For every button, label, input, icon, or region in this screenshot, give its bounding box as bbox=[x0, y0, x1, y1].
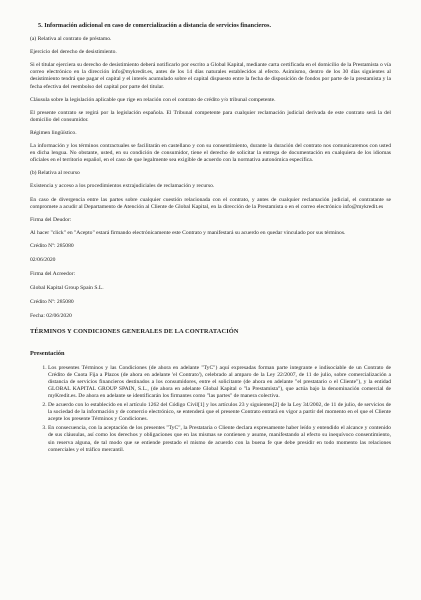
terms-item: 3. En consecuencia, con la aceptación de los presentes "TyC", la Prestataria o Cliente declara expresamente haber leído y entendido el alcance y contenido de sus cláusulas, así como los derechos y obligaciones que en las mismas se contienen y asume, manifestando al efecto su inequívoco consentimiento, sin reserva alguna, de tal modo que se entiende prestado el mismo de acuerdo con la buena fe que debe presidir en todo momento las relaciones comerciales y el tráfico mercantil. bbox=[48, 425, 391, 453]
terms-item: 1. Los presentes Términos y las Condiciones (de ahora en adelante "TyC") aquí expresadas forman parte integrante e indisociable de un Contrato de Crédito de Cuota Fija a Plazos (de ahora en adelante 'el Contrato'), celebrado al amparo de la Ley 22/2007, de 11 de julio, sobre comercialización a distancia de servicios financieros destinados a los consumidores, entre el solicitante (de ahora en adelante "el prestatario o el Cliente"), y la entidad GLOBAL KAPITAL GROUP SPAIN, S.L., (de ahora en adelante Global Kapital o "la Prestamista"), que actúa bajo la denominación comercial de myKredit.es. De ahora en adelante se identificarán los firmantes como "las partes" de manera colectiva. bbox=[48, 365, 391, 400]
withdrawal-paragraph: Si el titular ejerciera su derecho de desistimiento deberá notificarlo por escrito a Global Kapital, mediante carta certificada en el domicilio de la Prestamista o vía correo electrónico en la dirección info@mykredit.es, antes de los 14 días naturales establecidos al efecto. Asimismo, dentro de los 30 días siguientes al desistimiento tendrá que pagar el capital y el interés acumulado sobre el capital dispuesto entre la fecha de disposición de fondos por parte de la prestamista y la fecha efectiva del reembolso del capital por parte del titular. bbox=[30, 62, 391, 90]
creditor-company: Global Kapital Group Spain S.L. bbox=[30, 285, 104, 292]
language-paragraph: La información y los términos contractuales se facilitarán en castellano y con su consentimiento, durante la duración del contrato nos comunicaremos con usted en dicha lengua. No obstante, usted, en su condición de consumidor, tiene el derecho de solicitar la entrega de documentación en cualquiera de los idiomas oficiales en el territorio español, en el caso de que legalmente sea exigible de acuerdo con la normativa autonómica específica. bbox=[30, 143, 391, 164]
law-paragraph: El presente contrato se regirá por la legislación española. El Tribunal competente para cualquier reclamación judicial derivada de este contrato será la del domicilio del consumidor. bbox=[30, 109, 391, 123]
credit-date: 02/06/2020 bbox=[30, 256, 56, 263]
click-accept-paragraph: Al hacer "click" en "Acepto" estará firmando electrónicamente este Contrato y manifestará su acuerdo en quedar vinculado por sus términos. bbox=[30, 229, 346, 236]
terms-item: 2. De acuerdo con lo establecido en el artículo 1262 del Código Civil[1] y los artículos 23 y siguientes[2] de la Ley 34/2002, de 11 de julio, de servicios de la sociedad de la información y de comercio electrónico, se entenderá que el presente Contrato entrará en vigor a partir del momento en el que el Cliente acepte los presente Términos y Condiciones. bbox=[48, 402, 391, 423]
credit-date-2: Fecha: 02/06/2020 bbox=[30, 313, 72, 320]
credit-number: Crédito Nº: 285080 bbox=[30, 242, 74, 249]
complaints-title: Existencia y acceso a los procedimientos extrajudiciales de reclamación y recurso. bbox=[30, 183, 215, 190]
subsection-a-label: (a) Relativa al contrato de préstamo. bbox=[30, 36, 112, 43]
subsection-b-label: (b) Relativa al recurso bbox=[30, 170, 80, 177]
language-title: Régimen lingüístico. bbox=[30, 129, 77, 136]
law-clause-title: Cláusula sobre la legislación aplicable que rige en relación con el contrato de crédito y/o tribunal competente. bbox=[30, 96, 276, 103]
withdrawal-title: Ejercicio del derecho de desistimiento. bbox=[30, 49, 117, 56]
terms-list bbox=[30, 365, 391, 454]
creditor-signature-label: Firma del Acreedor: bbox=[30, 271, 76, 278]
section-5-heading: 5. Información adicional en caso de comercialización a distancia de servicios financieros. bbox=[38, 22, 271, 29]
terms-heading: TÉRMINOS Y CONDICIONES GENERALES DE LA CONTRATACIÓN bbox=[30, 328, 239, 336]
presentation-heading: Presentación bbox=[30, 349, 65, 357]
debtor-signature-label: Firma del Deudor: bbox=[30, 216, 72, 223]
credit-number-2: Crédito Nº: 285080 bbox=[30, 299, 74, 306]
complaints-paragraph: En caso de divergencia entre las partes sobre cualquier cuestión relacionada con el contrato, y antes de cualquier reclamación judicial, el contratante se compromete a acudir al Departamento de Atención al Cliente de Global Kapital, en la dirección de la Prestamista o en el correo electrónico info@mykredit.es bbox=[30, 196, 391, 210]
